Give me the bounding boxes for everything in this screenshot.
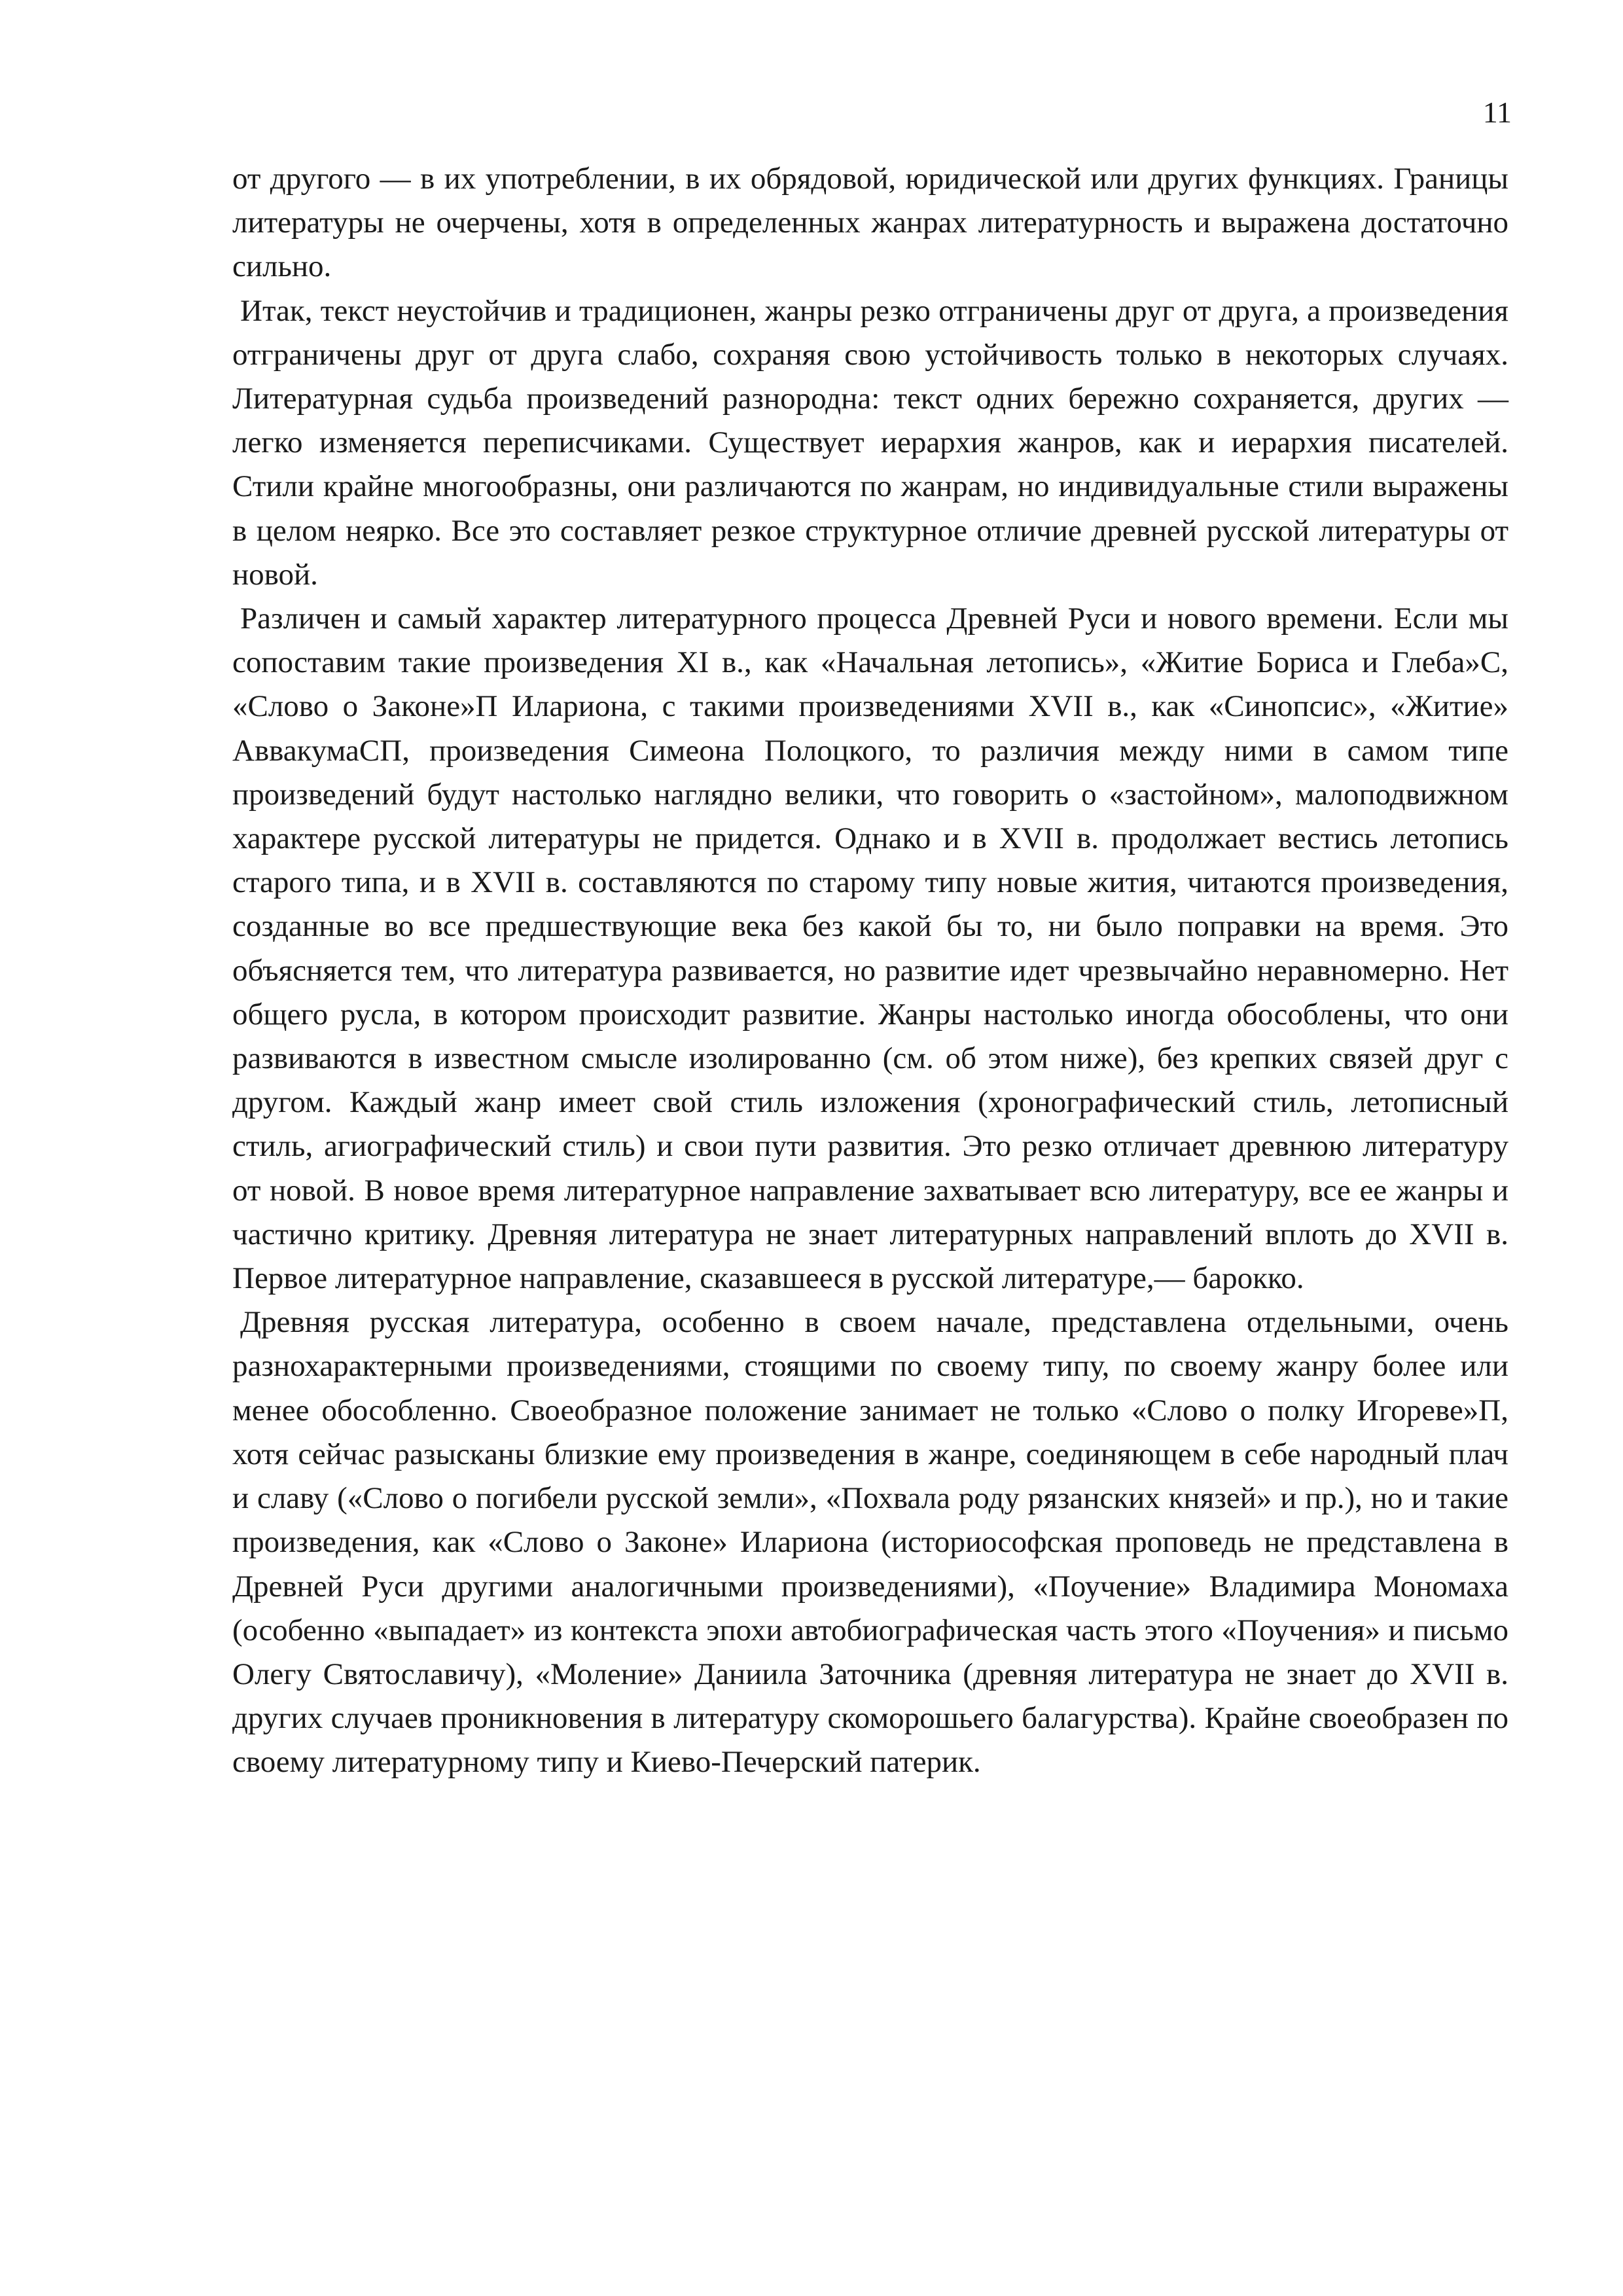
paragraph-literary-process: Различен и самый характер литературного процесса Древней Руси и нового времени. Если мы сопоставим такие произведения XI в., как «Начальная летопись», «Житие Бориса и Глеба»С, «Слово о Законе»П Илариона, с такими произведениями XVII в., как «Синопсис», «Житие» АввакумаСП, произведения Симеона Полоцкого, то различия между ними в самом типе произведений будут настолько наглядно велики, что говорить о «застойном», малоподвижном характере русской литературы не придется. Однако и в XVII в. продолжает вестись летопись старого типа, и в XVII в. составляются по старому типу новые жития, читаются произведения, созданные во все предшествующие века без какой бы то, ни было поправки на время. Это объясняется тем, что литература развивается, но развитие идет чрезвычайно неравномерно. Нет общего русла, в котором происходит развитие. Жанры настолько иногда обособлены, что они развиваются в известном смысле изолированно (см. об этом ниже), без крепких связей друг с другом. Каждый жанр имеет свой стиль изложения (хронографический стиль, летописный стиль, агиографический стиль) и свои пути развития. Это резко отличает древнюю литературу от новой. В новое время литературное направление захватывает всю литературу, все ее жанры и частично критику. Древняя литература не знает литературных направлений вплоть до XVII в. Первое литературное направление, сказавшееся в русской литературе,— барокко.	[232, 601, 1508, 1296]
paragraph-text-instability: Итак, текст неустойчив и традиционен, жанры резко отграничены друг от друга, а произведения отграничены друг от друга слабо, сохраняя свою устойчивость только в некоторых случаях. Литературная судьба произведений разнородна: текст одних бережно сохраняется, других — легко изменяется переписчиками. Существует иерархия жанров, как и иерархия писателей. Стили крайне многообразны, они различаются по жанрам, но индивидуальные стили выражены в целом неярко. Все это составляет резкое структурное отличие древней русской литературы от новой.	[232, 293, 1508, 592]
text-body	[232, 157, 1508, 1785]
page-number: 11	[1482, 96, 1512, 129]
paragraph-continuation: от другого — в их употреблении, в их обрядовой, юридической или других функциях. Границы литературы не очерчены, хотя в определенных жанрах литературность и выражена достаточно сильно.	[232, 162, 1508, 284]
paragraph-early-literature: Древняя русская литература, особенно в своем начале, представлена отдельными, очень разнохарактерными произведениями, стоящими по своему типу, по своему жанру более или менее обособленно. Своеобразное положение занимает не только «Слово о полку Игореве»П, хотя сейчас разысканы близкие ему произведения в жанре, соединяющем в себе народный плач и славу («Слово о погибели русской земли», «Похвала роду рязанских князей» и пр.), но и такие произведения, как «Слово о Законе» Илариона (историософская проповедь не представлена в Древней Руси другими аналогичными произведениями), «Поучение» Владимира Мономаха (особенно «выпадает» из контекста эпохи автобиографическая часть этого «Поучения» и письмо Олегу Святославичу), «Моление» Даниила Заточника (древняя литература не знает до XVII в. других случаев проникновения в литературу скоморошьего балагурства). Крайне своеобразен по своему литературному типу и Киево-Печерский патерик.	[232, 1305, 1508, 1780]
